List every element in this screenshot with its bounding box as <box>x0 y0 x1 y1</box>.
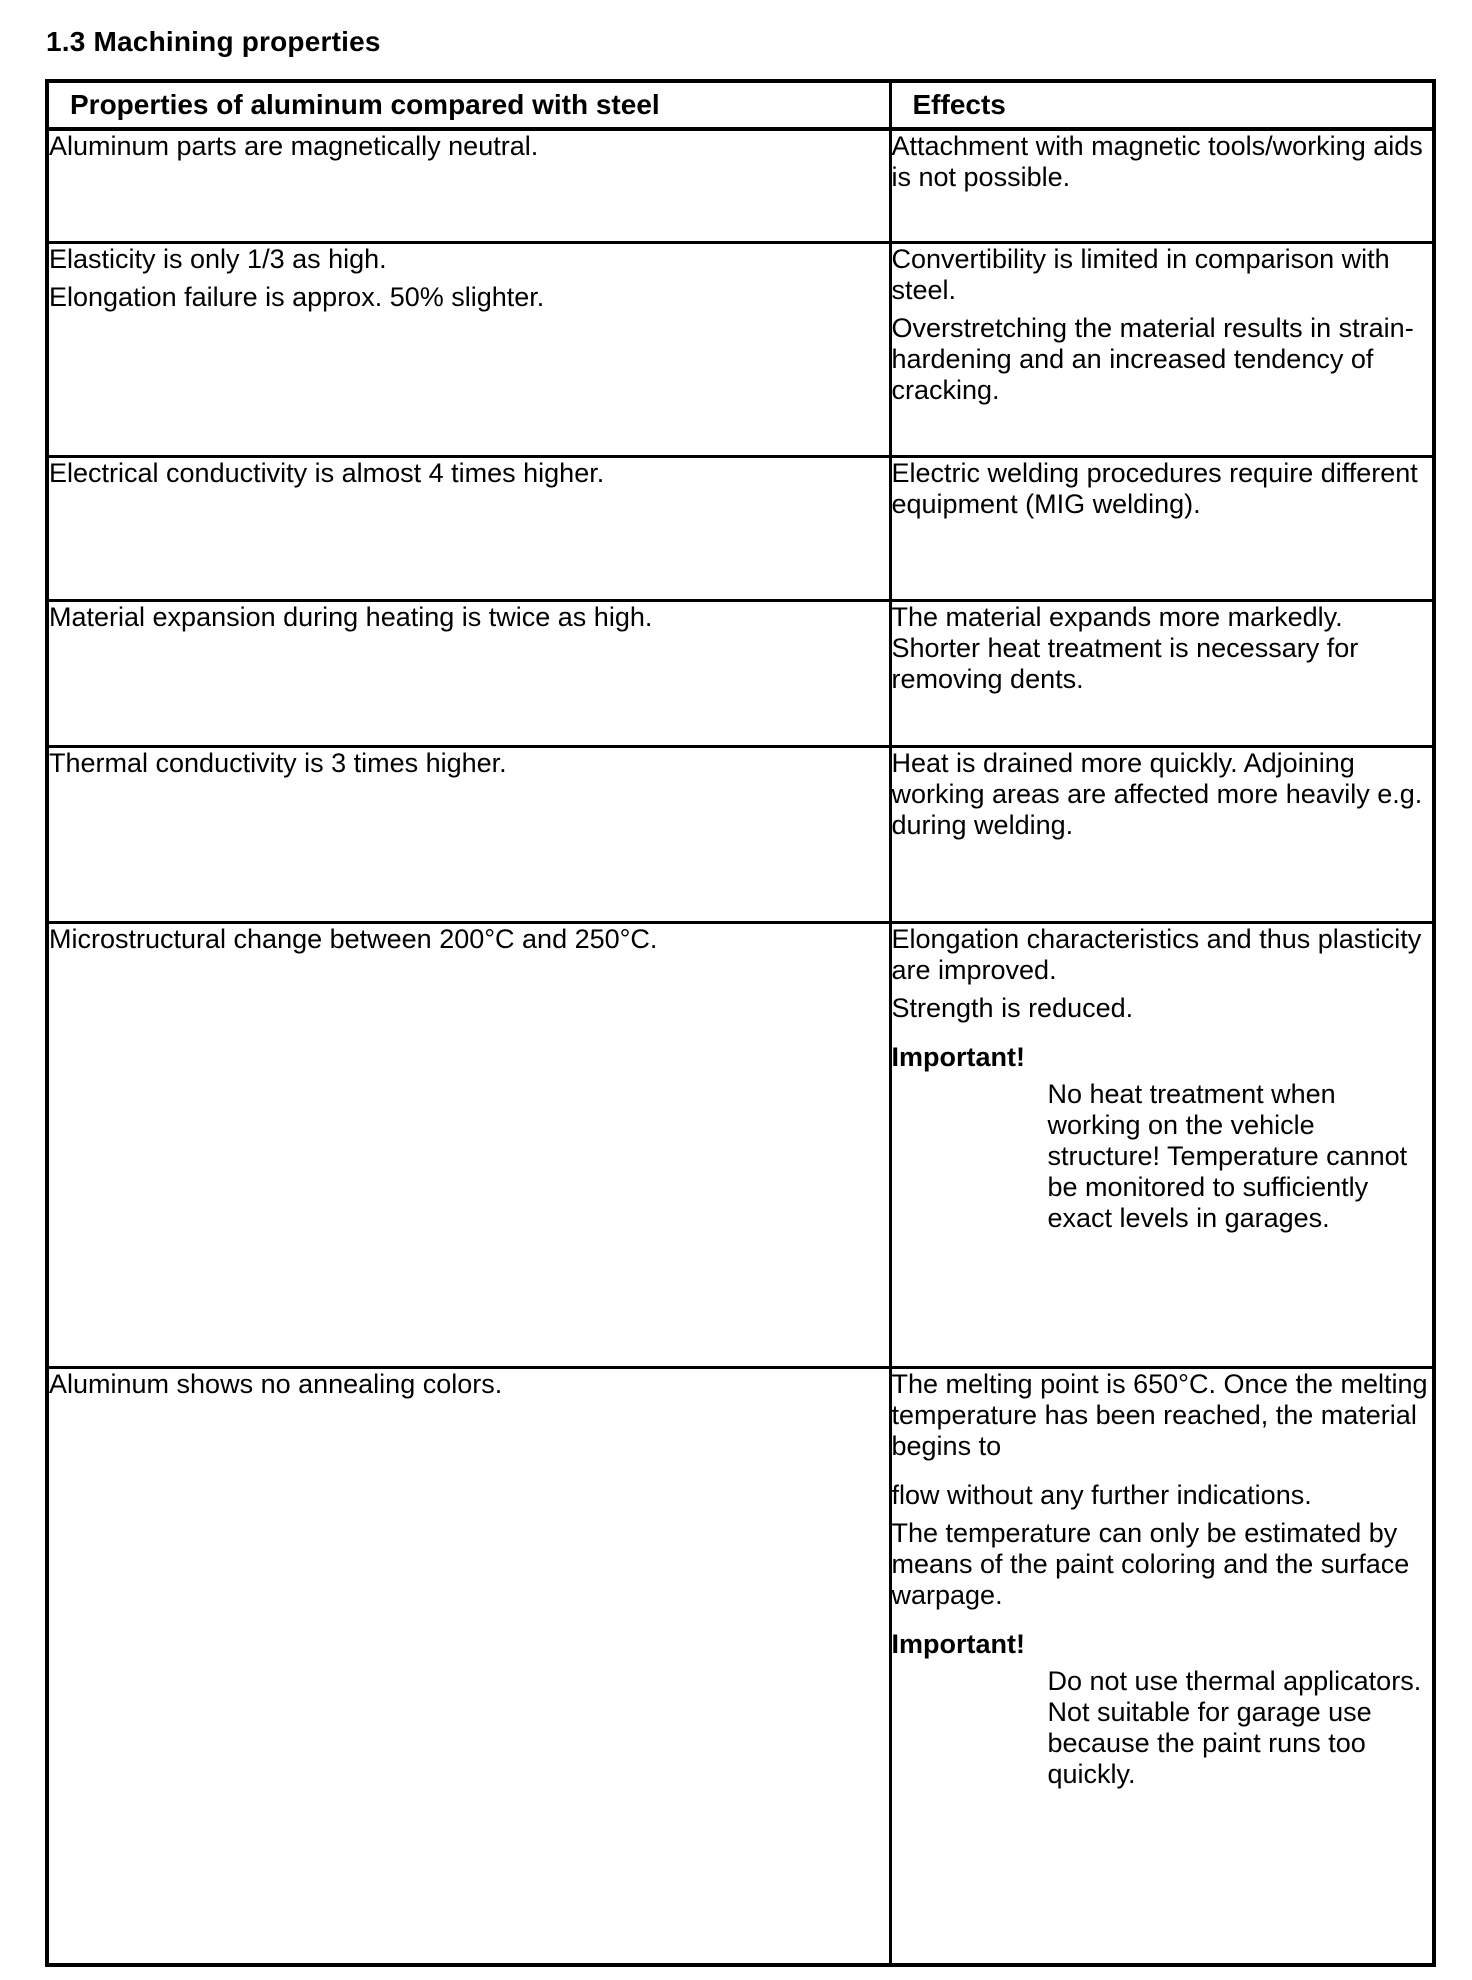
effect-text: The temperature can only be estimated by means of the paint coloring and the surface warpage. <box>891 1517 1410 1610</box>
important-label: Important! <box>891 1628 1025 1659</box>
effect-text: Heat is drained more quickly. Adjoining working areas are affected more heavily e.g. during welding. <box>891 747 1423 840</box>
header-effects: Effects <box>890 81 1434 129</box>
property-text: Material expansion during heating is twice as high. <box>49 601 653 632</box>
effect-cell <box>890 456 1434 600</box>
effect-text: Convertibility is limited in comparison with steel. <box>891 243 1390 305</box>
effect-cell <box>890 922 1434 1367</box>
effect-cell <box>890 600 1434 746</box>
table-row <box>47 1367 1434 1965</box>
effect-text: Overstretching the material results in strain-hardening and an increased tendency of cracking. <box>891 312 1414 405</box>
table-row <box>47 600 1434 746</box>
properties-table <box>45 79 1436 1967</box>
effect-text: Strength is reduced. <box>891 992 1134 1023</box>
table-row <box>47 129 1434 242</box>
effect-cell <box>890 746 1434 922</box>
property-text: Elongation failure is approx. 50% slighter. <box>49 281 545 312</box>
important-note: Do not use thermal applicators. Not suitable for garage use because the paint runs too quickly. <box>1047 1665 1422 1789</box>
property-text: Aluminum shows no annealing colors. <box>49 1368 503 1399</box>
property-cell <box>47 456 890 600</box>
property-text: Thermal conductivity is 3 times higher. <box>49 747 507 778</box>
property-cell <box>47 922 890 1367</box>
table-row <box>47 746 1434 922</box>
property-text: Electrical conductivity is almost 4 times higher. <box>49 457 605 488</box>
effect-text: The material expands more markedly. Shorter heat treatment is necessary for removing dents. <box>891 601 1359 694</box>
effect-cell <box>890 129 1434 242</box>
property-cell <box>47 242 890 456</box>
table-row <box>47 242 1434 456</box>
section-title: 1.3 Machining properties <box>46 26 381 57</box>
important-label: Important! <box>891 1041 1025 1072</box>
effect-text: flow without any further indications. <box>891 1479 1312 1510</box>
property-cell <box>47 1367 890 1965</box>
effect-text: Attachment with magnetic tools/working aids is not possible. <box>891 131 1423 192</box>
property-text: Elasticity is only 1/3 as high. <box>49 243 387 274</box>
property-text: Aluminum parts are magnetically neutral. <box>49 131 539 161</box>
effect-cell <box>890 1367 1434 1965</box>
table-header-row <box>47 81 1434 129</box>
property-cell <box>47 129 890 242</box>
effect-text: Elongation characteristics and thus plasticity are improved. <box>891 923 1422 985</box>
effect-cell <box>890 242 1434 456</box>
table-row <box>47 456 1434 600</box>
property-cell <box>47 746 890 922</box>
property-text: Microstructural change between 200°C and 250°C. <box>49 923 658 954</box>
header-property: Properties of aluminum compared with steel <box>47 81 890 129</box>
important-note: No heat treatment when working on the vehicle structure! Temperature cannot be monitored to sufficiently exact levels in garages. <box>1047 1078 1408 1233</box>
effect-text: Electric welding procedures require different equipment (MIG welding). <box>891 457 1418 519</box>
property-cell <box>47 600 890 746</box>
effect-text: The melting point is 650°C. Once the melting temperature has been reached, the material begins to <box>891 1368 1428 1461</box>
table-row <box>47 922 1434 1367</box>
